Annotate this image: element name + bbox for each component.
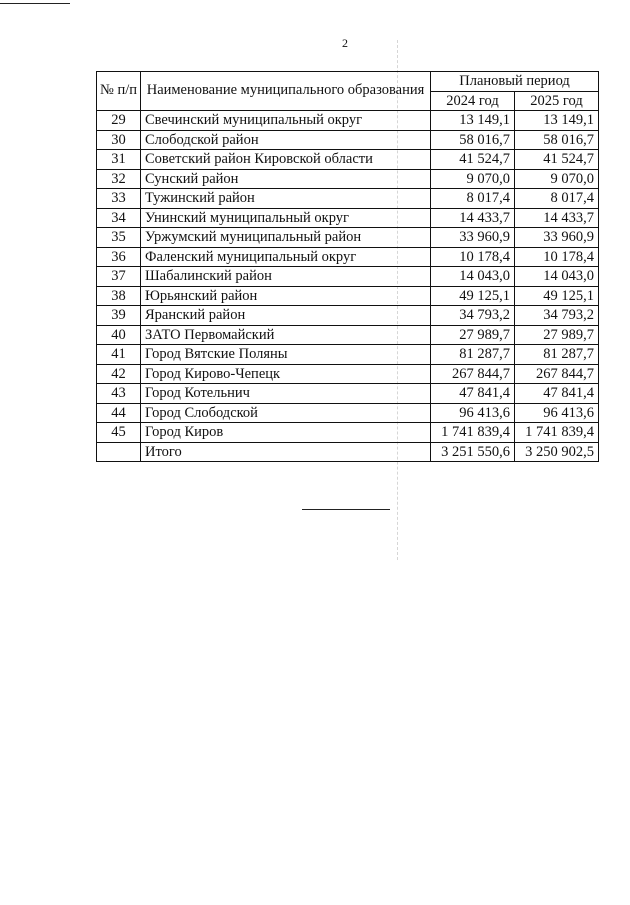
municipality-name: Город Кирово-Чепецк [141, 364, 431, 384]
municipality-name: Свечинский муниципальный округ [141, 111, 431, 131]
table-row [97, 267, 599, 287]
value-2024: 14 043,0 [431, 267, 515, 287]
table-row [97, 345, 599, 365]
row-number: 37 [97, 267, 141, 287]
total-row [97, 442, 599, 462]
value-2024: 267 844,7 [431, 364, 515, 384]
value-2025: 13 149,1 [515, 111, 599, 131]
value-2025: 14 433,7 [515, 208, 599, 228]
header-year-2025: 2025 год [515, 91, 599, 111]
value-2025: 14 043,0 [515, 267, 599, 287]
table-row [97, 286, 599, 306]
value-2025: 33 960,9 [515, 228, 599, 248]
row-number: 40 [97, 325, 141, 345]
value-2024: 9 070,0 [431, 169, 515, 189]
value-2025: 96 413,6 [515, 403, 599, 423]
table-row [97, 169, 599, 189]
row-number: 32 [97, 169, 141, 189]
municipality-name: Яранский район [141, 306, 431, 326]
value-2025: 81 287,7 [515, 345, 599, 365]
municipality-name: Юрьянский район [141, 286, 431, 306]
row-number: 38 [97, 286, 141, 306]
value-2025: 49 125,1 [515, 286, 599, 306]
table-row [97, 306, 599, 326]
header-num: № п/п [97, 72, 141, 111]
value-2024: 34 793,2 [431, 306, 515, 326]
municipality-name: Слободской район [141, 130, 431, 150]
municipality-name: ЗАТО Первомайский [141, 325, 431, 345]
row-number: 42 [97, 364, 141, 384]
municipality-name: Фаленский муниципальный округ [141, 247, 431, 267]
table-body [97, 111, 599, 443]
table-row [97, 228, 599, 248]
row-number: 44 [97, 403, 141, 423]
value-2024: 33 960,9 [431, 228, 515, 248]
value-2025: 41 524,7 [515, 150, 599, 170]
table-row [97, 189, 599, 209]
value-2025: 27 989,7 [515, 325, 599, 345]
municipality-name: Город Слободской [141, 403, 431, 423]
value-2025: 267 844,7 [515, 364, 599, 384]
end-separator-line [302, 509, 390, 510]
row-number: 30 [97, 130, 141, 150]
municipality-name: Уржумский муниципальный район [141, 228, 431, 248]
municipality-name: Унинский муниципальный округ [141, 208, 431, 228]
row-number: 35 [97, 228, 141, 248]
row-number: 41 [97, 345, 141, 365]
value-2024: 49 125,1 [431, 286, 515, 306]
value-2025: 34 793,2 [515, 306, 599, 326]
municipality-name: Город Вятские Поляны [141, 345, 431, 365]
table-row [97, 423, 599, 443]
table-row [97, 208, 599, 228]
row-number: 36 [97, 247, 141, 267]
row-number: 29 [97, 111, 141, 131]
table-row [97, 325, 599, 345]
value-2024: 58 016,7 [431, 130, 515, 150]
total-2024: 3 251 550,6 [431, 442, 515, 462]
header-name: Наименование муниципального образования [141, 72, 431, 111]
value-2025: 9 070,0 [515, 169, 599, 189]
municipality-name: Город Киров [141, 423, 431, 443]
value-2024: 10 178,4 [431, 247, 515, 267]
total-2025: 3 250 902,5 [515, 442, 599, 462]
value-2025: 10 178,4 [515, 247, 599, 267]
row-number: 31 [97, 150, 141, 170]
value-2024: 41 524,7 [431, 150, 515, 170]
row-number: 39 [97, 306, 141, 326]
row-number: 34 [97, 208, 141, 228]
table-row [97, 364, 599, 384]
table-row [97, 111, 599, 131]
municipality-name: Шабалинский район [141, 267, 431, 287]
value-2025: 47 841,4 [515, 384, 599, 404]
total-label: Итого [141, 442, 431, 462]
municipality-name: Советский район Кировской области [141, 150, 431, 170]
header-period: Плановый период [431, 72, 599, 92]
row-number: 33 [97, 189, 141, 209]
value-2025: 8 017,4 [515, 189, 599, 209]
table-row [97, 130, 599, 150]
top-separator-line [0, 3, 70, 4]
value-2024: 81 287,7 [431, 345, 515, 365]
value-2024: 47 841,4 [431, 384, 515, 404]
municipality-name: Тужинский район [141, 189, 431, 209]
value-2025: 1 741 839,4 [515, 423, 599, 443]
municipality-name: Сунский район [141, 169, 431, 189]
value-2024: 1 741 839,4 [431, 423, 515, 443]
table-row [97, 150, 599, 170]
table-row [97, 403, 599, 423]
value-2024: 96 413,6 [431, 403, 515, 423]
page-number: 2 [342, 36, 348, 50]
row-number: 45 [97, 423, 141, 443]
budget-table [96, 71, 599, 462]
total-num-cell [97, 442, 141, 462]
row-number: 43 [97, 384, 141, 404]
value-2024: 13 149,1 [431, 111, 515, 131]
municipality-name: Город Котельнич [141, 384, 431, 404]
value-2025: 58 016,7 [515, 130, 599, 150]
table-row [97, 384, 599, 404]
value-2024: 8 017,4 [431, 189, 515, 209]
table-row [97, 247, 599, 267]
header-year-2024: 2024 год [431, 91, 515, 111]
value-2024: 14 433,7 [431, 208, 515, 228]
value-2024: 27 989,7 [431, 325, 515, 345]
